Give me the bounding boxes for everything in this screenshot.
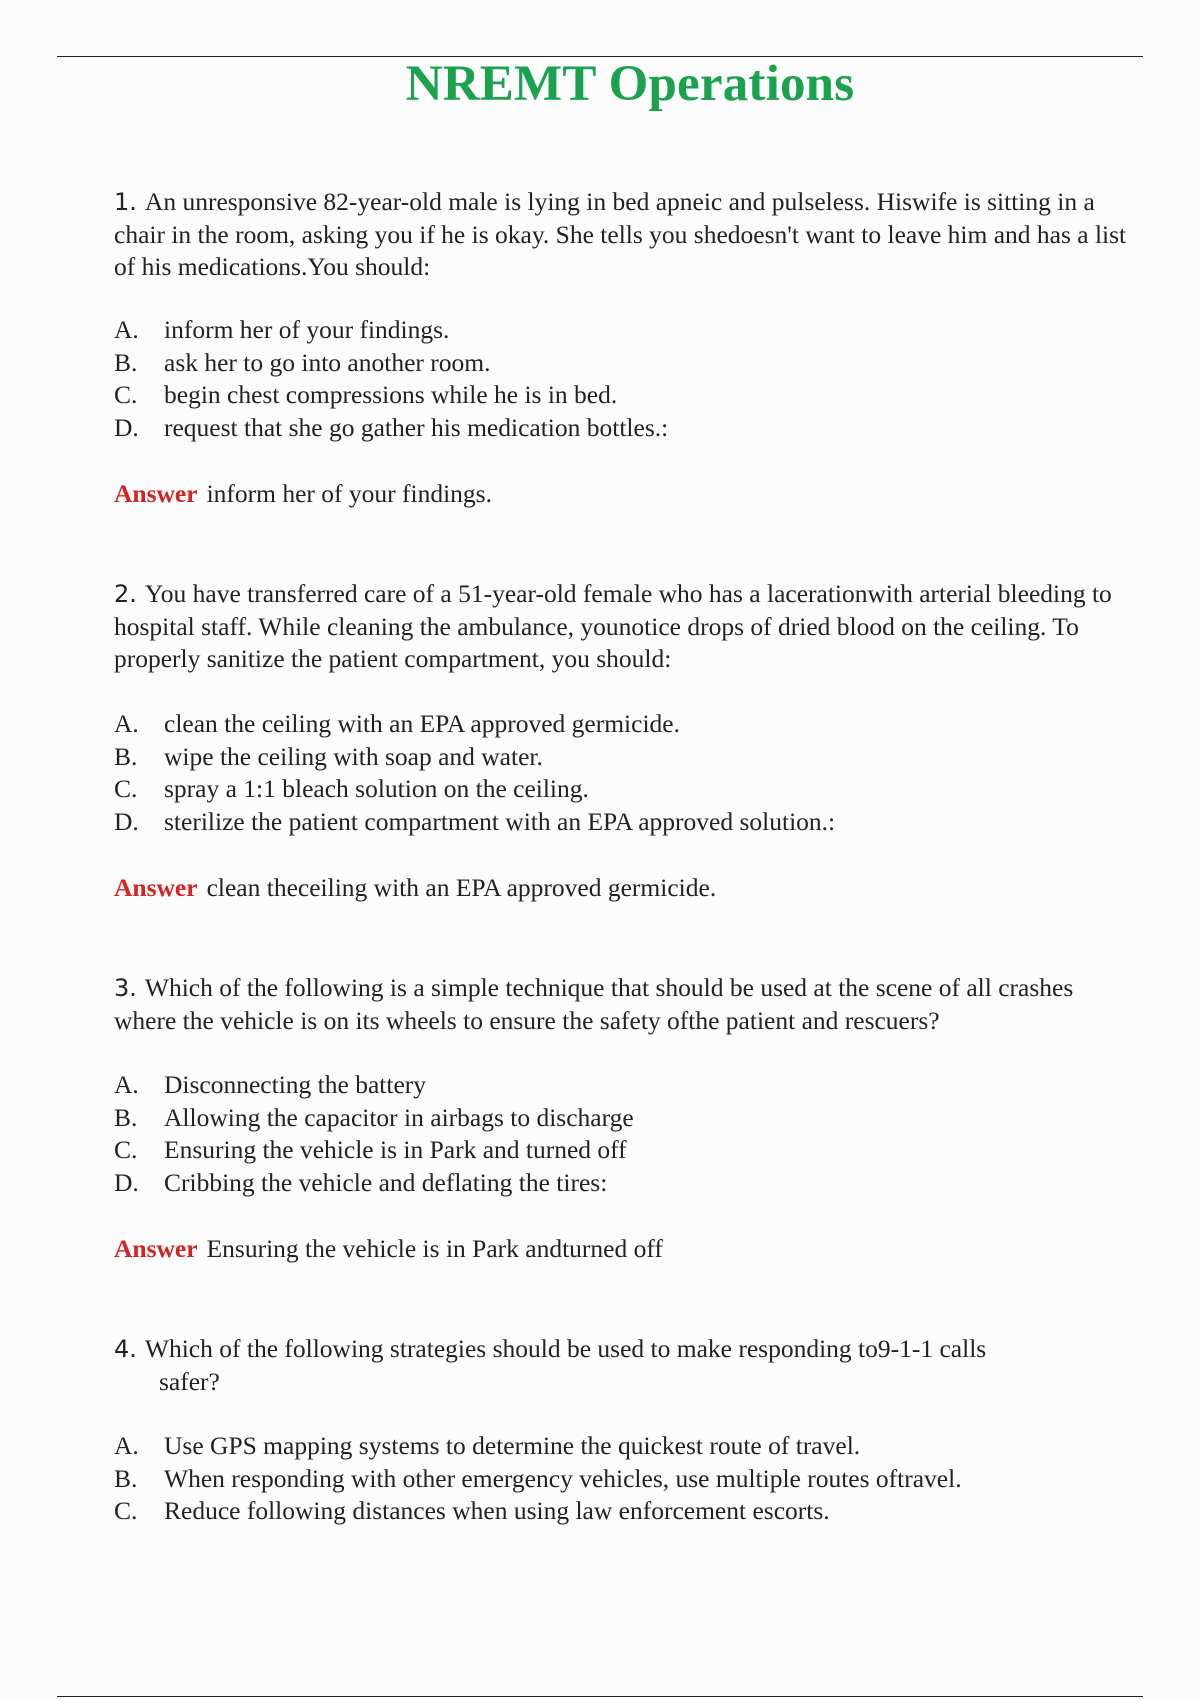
- question-2-answer: [114, 872, 1139, 905]
- option-d: [114, 806, 1139, 839]
- page-title: NREMT Operations: [405, 56, 855, 112]
- question-text: Which of the following is a simple technique that should be used at the scene of all crashes where the vehicle is on its wheels to ensure the safety ofthe patient and rescuers?: [114, 973, 1074, 1035]
- option-b: [114, 347, 1139, 380]
- question-1-answer: [114, 478, 1139, 511]
- option-a: [114, 708, 1139, 741]
- question-number: 3.: [114, 974, 137, 1002]
- option-b: [114, 741, 1139, 774]
- option-text: Reduce following distances when using law enforcement escorts.: [164, 1496, 830, 1525]
- option-d: [114, 1167, 1139, 1200]
- option-b: [114, 1463, 1139, 1496]
- option-letter: A.: [114, 315, 139, 344]
- question-2: [114, 578, 1139, 676]
- option-a: [114, 314, 1139, 347]
- option-c: [114, 1495, 1139, 1528]
- question-3-options: [114, 1069, 1139, 1199]
- answer-label: Answer: [114, 1234, 198, 1263]
- option-c: [114, 1134, 1139, 1167]
- answer-text: Ensuring the vehicle is in Park andturned off: [206, 1234, 663, 1263]
- question-text-continued: safer?: [159, 1366, 220, 1396]
- option-c: [114, 379, 1139, 412]
- option-letter: D.: [114, 806, 139, 836]
- option-text: Cribbing the vehicle and deflating the tires:: [164, 1167, 608, 1197]
- option-letter: B.: [114, 741, 138, 771]
- option-text: When responding with other emergency vehicles, use multiple routes oftravel.: [164, 1463, 962, 1493]
- option-letter: B.: [114, 1463, 138, 1493]
- option-letter: C.: [114, 774, 138, 803]
- answer-text: inform her of your findings.: [206, 479, 492, 508]
- bottom-rule: [57, 1696, 1143, 1697]
- option-c: [114, 773, 1139, 806]
- option-letter: A.: [114, 1431, 139, 1460]
- question-3-answer: [114, 1233, 1139, 1266]
- answer-label: Answer: [114, 479, 198, 508]
- option-letter: A.: [114, 709, 139, 738]
- option-letter: C.: [114, 1135, 138, 1164]
- option-text: Ensuring the vehicle is in Park and turned off: [164, 1135, 627, 1164]
- option-text: wipe the ceiling with soap and water.: [164, 741, 543, 771]
- answer-label: Answer: [114, 873, 198, 902]
- option-text: clean the ceiling with an EPA approved germicide.: [164, 709, 680, 738]
- option-text: Use GPS mapping systems to determine the quickest route of travel.: [164, 1431, 861, 1460]
- question-text: Which of the following strategies should be used to make responding to9-1-1 calls: [144, 1334, 987, 1363]
- option-text: Allowing the capacitor in airbags to discharge: [164, 1102, 634, 1132]
- question-1: [114, 186, 1139, 284]
- option-letter: B.: [114, 1102, 138, 1132]
- option-text: inform her of your findings.: [164, 315, 450, 344]
- option-text: spray a 1:1 bleach solution on the ceiling.: [164, 774, 589, 803]
- question-4-options: [114, 1430, 1139, 1528]
- option-letter: C.: [114, 1496, 138, 1525]
- option-b: [114, 1102, 1139, 1135]
- option-text: ask her to go into another room.: [164, 347, 491, 377]
- option-d: [114, 412, 1139, 445]
- question-2-options: [114, 708, 1139, 838]
- option-text: Disconnecting the battery: [164, 1070, 426, 1099]
- question-text: You have transferred care of a 51-year-old female who has a lacerationwith arterial bleeding to hospital staff. While cleaning the ambulance, younotice drops of dried blood on the ceiling. To properly sanitize the patient compartment, you should:: [114, 579, 1112, 673]
- option-a: [114, 1430, 1139, 1463]
- option-letter: D.: [114, 412, 139, 442]
- option-text: sterilize the patient compartment with an EPA approved solution.:: [164, 806, 836, 836]
- question-number: 1.: [114, 188, 137, 216]
- option-letter: A.: [114, 1070, 139, 1099]
- question-number: 2.: [114, 580, 137, 608]
- option-text: begin chest compressions while he is in bed.: [164, 380, 618, 409]
- question-1-options: [114, 314, 1139, 444]
- option-a: [114, 1069, 1139, 1102]
- option-letter: B.: [114, 347, 138, 377]
- question-text: An unresponsive 82-year-old male is lying in bed apneic and pulseless. Hiswife is sitting in a chair in the room, asking you if he is okay. She tells you shedoesn't want to leave him and has a list of his medications.You should:: [114, 187, 1127, 281]
- question-4: [114, 1333, 1139, 1398]
- question-3: [114, 972, 1139, 1037]
- answer-text: clean theceiling with an EPA approved germicide.: [206, 873, 717, 902]
- option-text: request that she go gather his medication bottles.:: [164, 412, 669, 442]
- option-letter: C.: [114, 380, 138, 409]
- question-number: 4.: [114, 1335, 137, 1363]
- option-letter: D.: [114, 1167, 139, 1197]
